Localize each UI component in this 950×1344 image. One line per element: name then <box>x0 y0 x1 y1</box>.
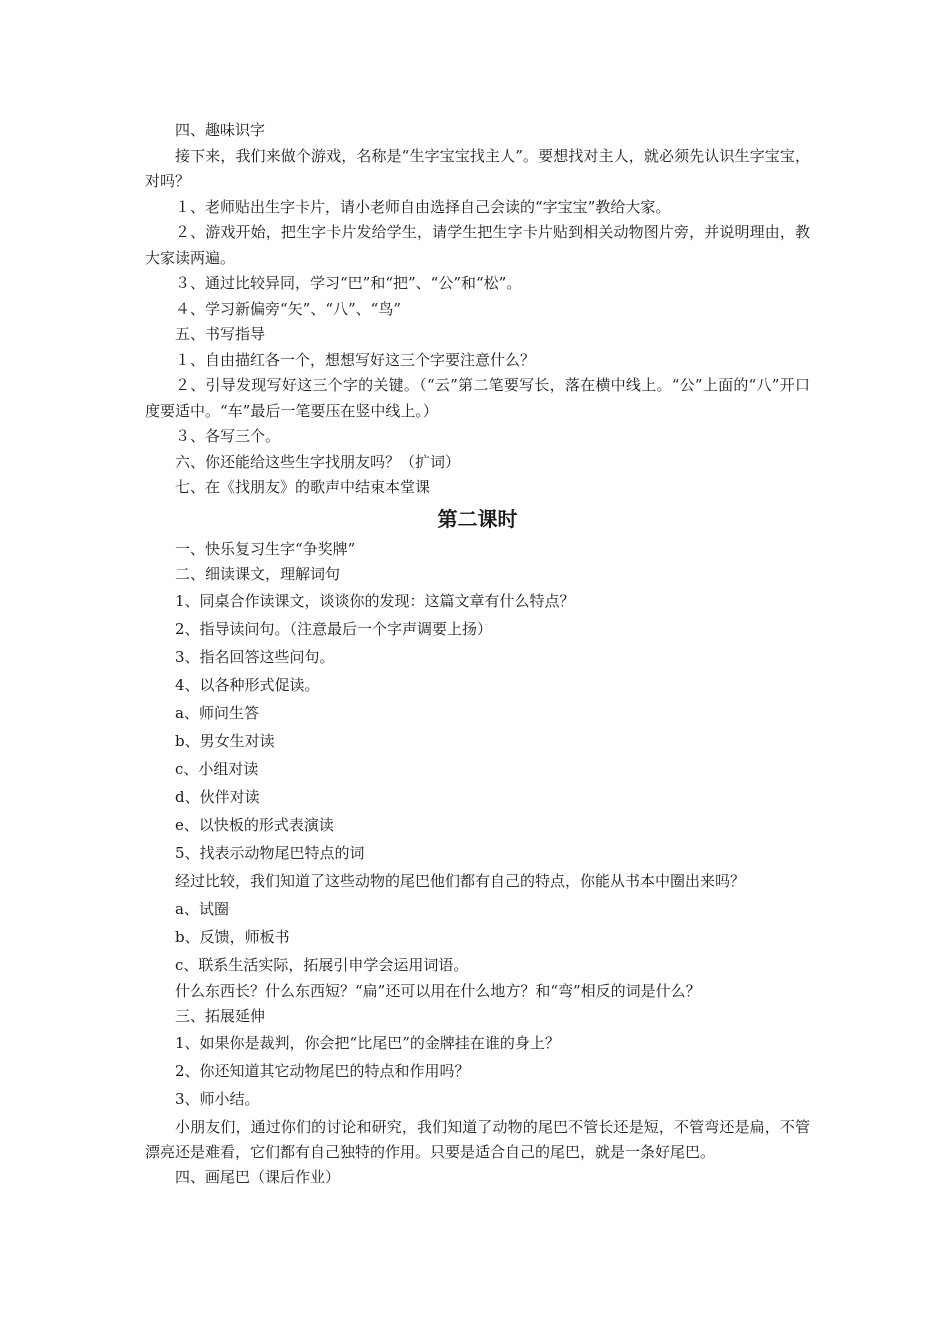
document-page <box>145 118 810 1190</box>
list-item: 3、师小结。 <box>175 1089 260 1108</box>
section-first-lesson <box>145 118 810 501</box>
list-item: b、反馈，师板书 <box>175 927 290 946</box>
list-item: e、以快板的形式表演读 <box>175 815 334 834</box>
list-item: c、小组对读 <box>175 759 259 778</box>
list-item: ４、学习新偏旁“矢”、“八”、“鸟” <box>175 299 402 318</box>
list-item: ２、引导发现写好这三个字的关键。（“云”第二笔要写长，落在横中线上。“公”上面的“八”开口度要适中。“车”最后一笔要压在竖中线上。） <box>145 376 810 420</box>
heading-fun-literacy: 四、趣味识字 <box>175 121 266 139</box>
list-item: 4、以各种形式促读。 <box>175 675 320 694</box>
list-item: １、自由描红各一个，想想写好这三个字要注意什么？ <box>175 350 536 369</box>
list-item: c、联系生活实际，拓展引申学会运用词语。 <box>175 955 469 974</box>
heading-closing-song: 七、在《找朋友》的歌声中结束本堂课 <box>175 478 431 496</box>
list-item: １、老师贴出生字卡片，请小老师自由选择自己会读的“字宝宝”教给大家。 <box>175 197 671 216</box>
list-item: 2、你还知道其它动物尾巴的特点和作用吗？ <box>175 1061 470 1080</box>
section-title-second-lesson: 第二课时 <box>437 506 518 531</box>
list-item: ３、通过比较异同，学习“巴”和“把”、“公”和“松”。 <box>175 274 522 292</box>
list-item: a、师问生答 <box>175 703 259 722</box>
list-item: 5、找表示动物尾巴特点的词 <box>175 843 365 862</box>
list-item: a、试圈 <box>175 899 229 918</box>
paragraph-summary: 小朋友们，通过你们的讨论和研究，我们知道了动物的尾巴不管长还是短，不管弯还是扁，不管漂亮还是难看，它们都有自己独特的作用。只要是适合自己的尾巴，就是一条好尾巴。 <box>145 1118 810 1161</box>
list-item: ２、游戏开始，把生字卡片发给学生，请学生把生字卡片贴到相关动物图片旁，并说明理由，教大家读两遍。 <box>145 223 810 267</box>
list-item: ３、各写三个。 <box>175 427 281 445</box>
list-item: 1、同桌合作读课文，谈谈你的发现：这篇文章有什么特点？ <box>175 591 575 610</box>
list-item: 2、指导读问句。（注意最后一个字声调要上扬） <box>175 619 493 638</box>
list-item: b、男女生对读 <box>175 731 275 750</box>
heading-draw-tails: 四、画尾巴（课后作业） <box>175 1168 341 1186</box>
heading-writing-guide: 五、书写指导 <box>175 325 266 343</box>
heading-close-reading: 二、细读课文，理解词句 <box>175 564 341 583</box>
heading-extension: 三、拓展延伸 <box>175 1006 266 1025</box>
list-item: d、伙伴对读 <box>175 787 260 806</box>
list-item: 3、指名回答这些问句。 <box>175 647 335 666</box>
heading-review: 一、快乐复习生字“争奖牌” <box>175 539 356 558</box>
list-item: 1、如果你是裁判，你会把“比尾巴”的金牌挂在谁的身上？ <box>175 1033 560 1052</box>
paragraph-comparison: 经过比较，我们知道了这些动物的尾巴他们都有自己的特点，你能从书本中圈出来吗？ <box>175 871 746 890</box>
section-second-lesson <box>145 537 810 1191</box>
paragraph-game-intro: 接下来，我们来做个游戏，名称是“生字宝宝找主人”。要想找对主人，就必须先认识生字宝宝，对吗？ <box>145 146 810 190</box>
heading-find-friends: 六、你还能给这些生字找朋友吗？（扩词） <box>175 452 461 471</box>
paragraph-questions: 什么东西长？什么东西短？“扁”还可以用在什么地方？和“弯”相反的词是什么？ <box>175 981 701 1000</box>
